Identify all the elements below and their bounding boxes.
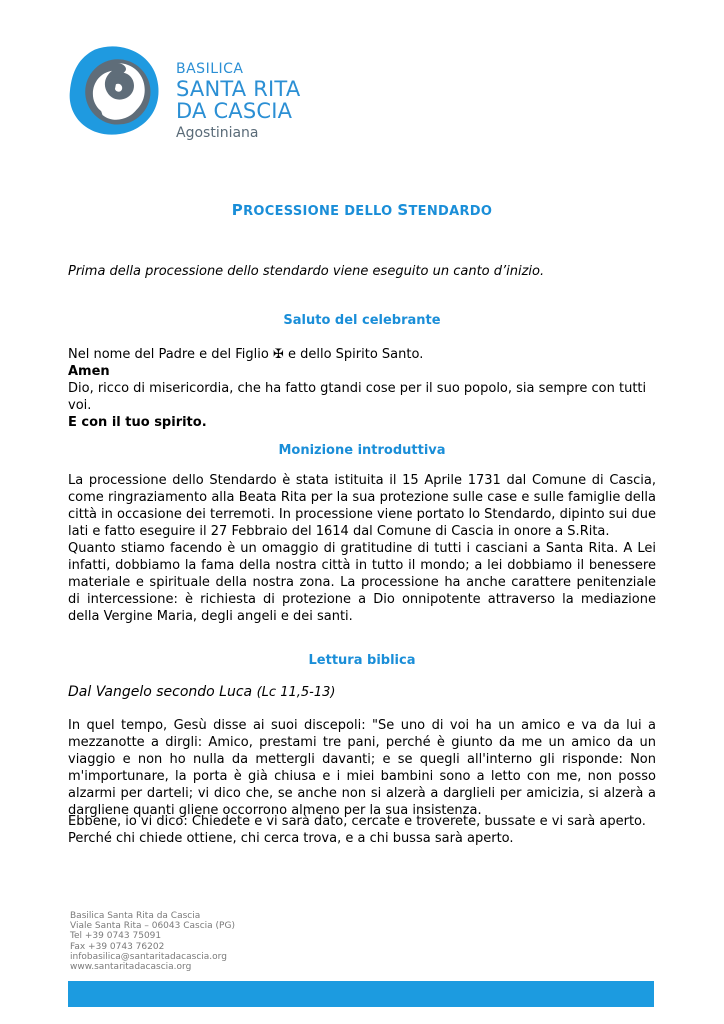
heading-saluto: Saluto del celebrante — [283, 313, 441, 328]
footer-name: Basilica Santa Rita da Cascia — [70, 911, 201, 921]
saluto-line-1: Nel nome del Padre e del Figlio ✠ e dello Spirito Santo. — [68, 347, 424, 362]
logo-line-santa-rita: SANTA RITA — [176, 77, 301, 101]
footer-bar — [68, 981, 654, 1007]
lettura-paragraph-2: Ebbene, io vi dico: Chiedete e vi sarà dato, cercate e troverete, bussate e vi sarà aperto. — [68, 814, 646, 829]
footer-phone: Tel +39 0743 75091 — [70, 931, 162, 942]
lettura-paragraph-1: In quel tempo, Gesù disse ai suoi discepoli: "Se uno di voi ha un amico e va da lui a mezzanotte a dirgli: Amico, prestami tre pani, perché è giunto da me un amico da un viaggio e non ho nulla da mettergli davanti; e se quegli all'interno gli risponde: Non m'importunare, la porta è già chiusa e i miei bambini sono a letto con me, non posso alzarmi per darteli; vi dico che, se anche non si alzerà a darglieli per amicizia, si alzerà a dargliene quanti gliene occorrono almeno per la sua insistenza. — [68, 718, 656, 818]
gospel-title — [68, 684, 335, 700]
rose-logo-icon — [66, 42, 162, 138]
footer-address — [70, 911, 235, 972]
logo-line-agostiniana: Agostiniana — [176, 125, 259, 141]
gospel-title-text: Dal Vangelo secondo Luca — [68, 684, 253, 700]
title-initial-s: S — [397, 201, 409, 219]
footer-email: infobasilica@santaritadacascia.org — [70, 951, 227, 962]
heading-monizione: Monizione introduttiva — [278, 443, 446, 458]
footer-street: Viale Santa Rita – 06043 Cascia (PG) — [70, 921, 235, 932]
page-title — [0, 201, 724, 219]
lettura-paragraph-3: Perché chi chiede ottiene, chi cerca trova, e a chi bussa sarà aperto. — [68, 831, 514, 846]
basilica-logo — [66, 40, 326, 150]
intro-text: Prima della processione dello stendardo viene eseguito un canto d’inizio. — [68, 264, 545, 279]
footer-fax: Fax +39 0743 76202 — [70, 941, 165, 952]
gospel-reference: (Lc 11,5-13) — [256, 685, 336, 700]
logo-text — [176, 62, 300, 140]
title-part-2: TENDARDO — [408, 204, 493, 219]
logo-line-basilica: BASILICA — [176, 61, 244, 77]
monizione-paragraph-2: Quanto stiamo facendo è un omaggio di gratitudine di tutti i casciani a Santa Rita. A Lei infatti, dobbiamo la fama della nostra città in tutto il mondo; a lei dobbiamo il benessere materiale e spirituale della nostra zona. La processione ha anche carattere penitenziale di intercessione: è richiesta di protezione a Dio onnipotente attraverso la mediazione della Vergine Maria, degli angeli e dei santi. — [68, 541, 656, 624]
title-part-1: ROCESSIONE DELLO — [243, 204, 398, 219]
saluto-line-3: Dio, ricco di misericordia, che ha fatto gtandi cose per il suo popolo, sia sempre con tutti voi. — [68, 381, 647, 413]
footer-website: www.santaritadacascia.org — [70, 962, 192, 973]
monizione-paragraph-1: La processione dello Stendardo è stata istituita il 15 Aprile 1731 dal Comune di Cascia, come ringraziamento alla Beata Rita per la sua protezione sulle case e sulle famiglie della città in occasione dei terremoti. In processione viene portato lo Stendardo, dipinto sui due lati e fatto eseguire il 27 Febbraio del 1614 dal Comune di Cascia in onore a S.Rita. — [68, 473, 656, 539]
logo-line-da-cascia: DA CASCIA — [176, 99, 293, 123]
title-initial-p: P — [231, 201, 244, 219]
saluto-block — [68, 346, 656, 431]
saluto-line-amen: Amen — [68, 364, 110, 379]
heading-lettura: Lettura biblica — [308, 653, 416, 668]
saluto-line-response: E con il tuo spirito. — [68, 415, 207, 430]
